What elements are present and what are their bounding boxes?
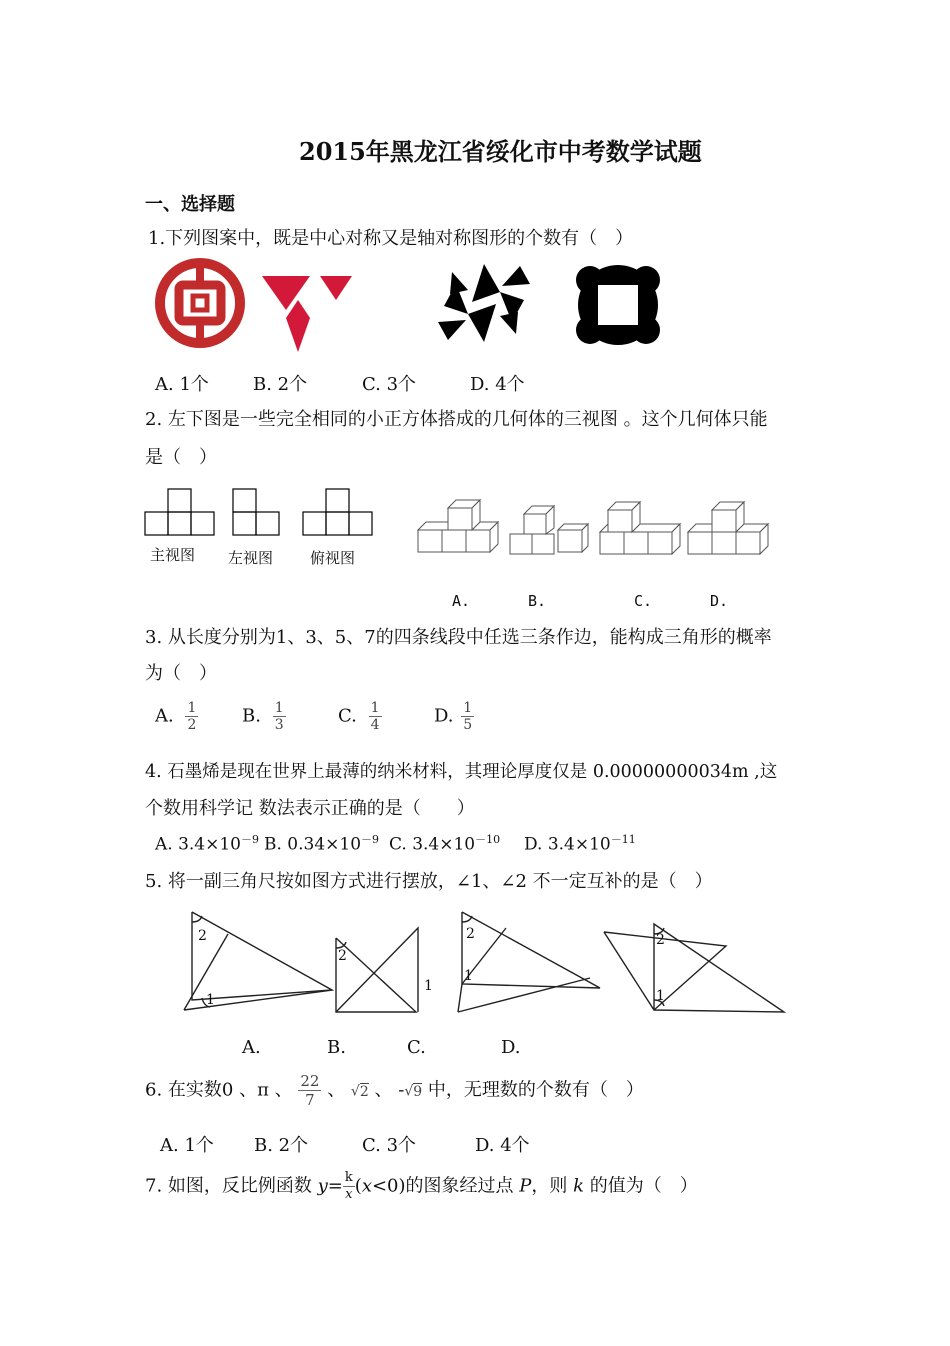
question-3-line-2: 为（ ） (145, 663, 217, 684)
q7-suffix: 的值为（ ） (584, 1175, 698, 1197)
q7-comma: ，则 (531, 1175, 574, 1197)
question-1-text: 1.下列图案中，既是中心对称又是轴对称图形的个数有（ ） (148, 228, 634, 249)
fraction (369, 700, 382, 733)
view-label-top: 俯视图 (310, 549, 356, 567)
radicand: 9 (413, 1083, 423, 1100)
q7-mid: ( (354, 1175, 362, 1197)
fraction-numerator: 1 (274, 700, 284, 716)
question-1-option-d[interactable]: D. 4个 (470, 374, 525, 395)
option-label: B. (242, 705, 261, 727)
exponent: －9 (361, 833, 380, 846)
sqrt-2: √2 (350, 1083, 369, 1100)
question-4-option-a[interactable] (155, 831, 259, 855)
fraction-numerator: 1 (187, 700, 197, 716)
question-3-line-1: 3. 从长度分别为1、3、5、7的四条线段中任选三条作边，能构成三角形的概率 (145, 627, 772, 648)
fraction-numerator: k (344, 1170, 353, 1185)
question-6-option-b[interactable]: B. 2个 (254, 1135, 309, 1156)
question-1-option-a[interactable]: A. 1个 (155, 374, 209, 395)
question-1-figures (150, 258, 680, 358)
question-2-option-c[interactable]: C. (634, 592, 653, 610)
fraction (461, 700, 474, 733)
question-5-figures (180, 908, 790, 1018)
question-4-option-d[interactable] (524, 831, 636, 855)
question-5-option-c[interactable]: C. (407, 1037, 426, 1058)
question-4-option-b[interactable] (264, 831, 379, 855)
option-text: D. 3.4×10 (524, 834, 611, 855)
angle-label-1-c: 1 (464, 968, 473, 984)
fraction-numerator: 1 (370, 700, 380, 716)
fraction-denominator: 5 (463, 717, 473, 733)
question-6-option-d[interactable]: D. 4个 (475, 1135, 530, 1156)
option-text: C. 3.4×10 (389, 834, 476, 855)
q7-prefix: 7. 如图，反比例函数 (145, 1175, 318, 1197)
section-heading: 一、选择题 (145, 194, 235, 215)
fraction-numerator: 22 (300, 1072, 320, 1090)
question-5-option-b[interactable]: B. (327, 1037, 346, 1058)
question-1-option-c[interactable]: C. 3个 (362, 374, 417, 395)
triangle-set-c (458, 912, 600, 1012)
var-x: x (361, 1175, 372, 1197)
angle-label-2-a: 2 (198, 928, 207, 944)
question-6-text (145, 1072, 644, 1109)
fraction (273, 700, 286, 733)
exponent: －10 (475, 833, 501, 846)
exponent: －9 (241, 833, 259, 846)
fraction-denominator: 4 (370, 717, 380, 733)
question-3-option-a[interactable] (155, 700, 198, 733)
question-4-option-c[interactable] (389, 831, 500, 855)
three-views-figure (143, 484, 383, 544)
page-title: 2015年黑龙江省绥化市中考数学试题 (299, 137, 702, 166)
var-k: k (573, 1175, 585, 1197)
angle-label-2-d: 2 (656, 932, 665, 948)
option-label: A. (155, 705, 174, 727)
q6-sep: 、 - (374, 1079, 405, 1101)
solid-a-figure (418, 500, 498, 552)
triangle-set-b (336, 928, 418, 1012)
fraction-denominator: x (345, 1187, 353, 1202)
solid-d-figure (688, 502, 768, 554)
logo-d-figure (576, 265, 660, 345)
question-3-option-b[interactable] (242, 700, 286, 733)
question-2-option-b[interactable]: B. (528, 592, 547, 610)
question-1-option-b[interactable]: B. 2个 (253, 374, 308, 395)
triangle-set-d (604, 924, 784, 1012)
question-5-option-d[interactable]: D. (501, 1037, 521, 1058)
question-4-line-2: 个数用科学记 数法表示正确的是（ ） (145, 798, 475, 819)
logo-c-figure (438, 264, 530, 342)
q6-prefix: 6. 在实数0 、π 、 (145, 1079, 293, 1101)
solid-c-figure (600, 502, 680, 554)
option-label: C. (338, 705, 357, 727)
angle-label-1-b: 1 (424, 978, 433, 994)
view-label-left: 左视图 (228, 549, 274, 567)
angle-label-2-b: 2 (338, 948, 347, 964)
var-p: P (519, 1175, 532, 1197)
option-label: D. (434, 705, 454, 727)
angle-label-1-a: 1 (206, 992, 215, 1008)
question-6-option-c[interactable]: C. 3个 (362, 1135, 417, 1156)
fraction-22-7 (298, 1072, 321, 1109)
question-2-solids (412, 492, 772, 562)
fraction-denominator: 2 (187, 717, 197, 733)
question-2-line-2: 是（ ） (145, 447, 217, 468)
question-7-text (145, 1170, 698, 1203)
fraction-denominator: 7 (305, 1091, 315, 1109)
question-3-option-d[interactable] (434, 700, 474, 733)
angle-label-1-d: 1 (656, 988, 665, 1004)
question-2-option-d[interactable]: D. (710, 592, 729, 610)
option-text: A. 3.4×10 (155, 834, 241, 855)
fraction-k-x (343, 1170, 355, 1203)
q6-mid: 、 (327, 1079, 346, 1101)
fraction (185, 700, 198, 733)
fraction-numerator: 1 (463, 700, 473, 716)
question-2-line-1: 2. 左下图是一些完全相同的小正方体搭成的几何体的三视图 。这个几何体只能 (145, 409, 768, 430)
question-4-line-1: 4. 石墨烯是现在世界上最薄的纳米材料，其理论厚度仅是 0.00000000034m ,这 (145, 762, 778, 782)
logo-b-figure (262, 276, 352, 352)
q6-suffix: 中，无理数的个数有（ ） (427, 1079, 644, 1101)
solid-b-figure (510, 506, 588, 554)
var-y: y (317, 1175, 328, 1197)
q7-eq: = (327, 1175, 343, 1197)
radicand: 2 (359, 1083, 369, 1100)
view-label-front: 主视图 (150, 546, 196, 564)
angle-label-2-c: 2 (466, 926, 475, 942)
question-5-option-a[interactable]: A. (242, 1037, 261, 1058)
option-text: B. 0.34×10 (264, 834, 362, 855)
question-2-option-a[interactable]: A. (452, 592, 471, 610)
fraction-denominator: 3 (274, 717, 284, 733)
sqrt-9: √9 (404, 1083, 423, 1100)
question-3-option-c[interactable] (338, 700, 382, 733)
exponent: －11 (610, 833, 636, 846)
question-6-option-a[interactable]: A. 1个 (160, 1135, 214, 1156)
logo-a-figure (160, 260, 240, 347)
question-5-text: 5. 将一副三角尺按如图方式进行摆放，∠1、∠2 不一定互补的是（ ） (145, 871, 713, 892)
q7-cond: <0)的图象经过点 (371, 1175, 520, 1197)
